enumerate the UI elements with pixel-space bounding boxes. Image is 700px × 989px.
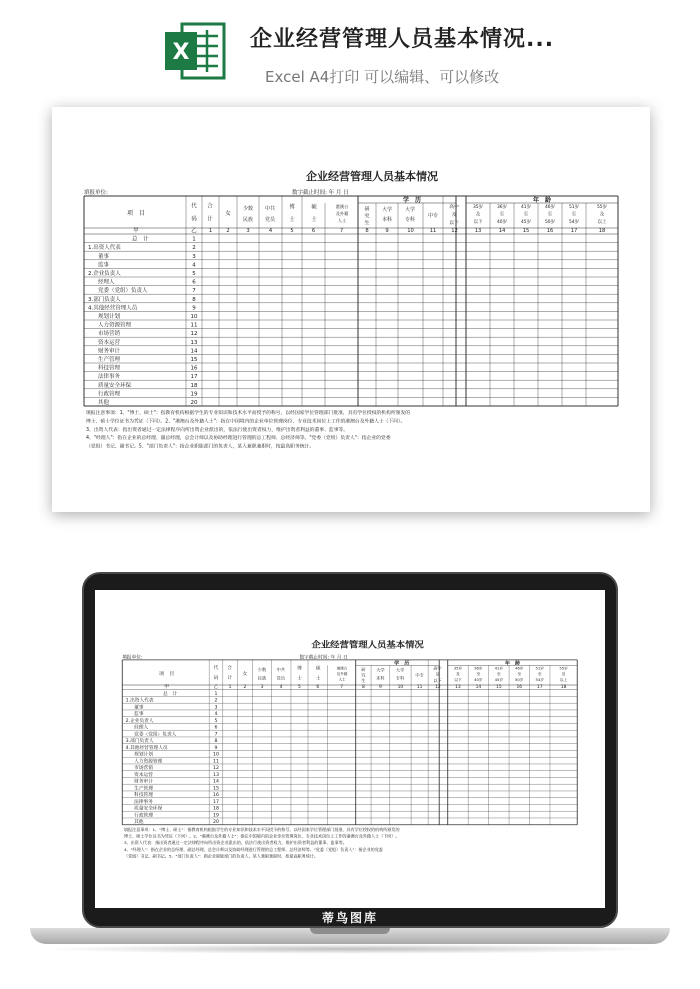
row-label: 市场营销	[134, 766, 153, 772]
row-label: 生产管理	[98, 357, 121, 363]
row-label: 监事	[134, 712, 144, 718]
hdr-age-5: 51岁	[535, 666, 544, 671]
col-number: 18	[598, 228, 606, 234]
note-line: 博士、硕士学位证书为凭证（下同）。2、"港澳台及外籍人士"：指在中国境内的企业单位管理岗位、专业技术岗位上工作的港澳台及外籍人士（下同）。	[123, 833, 400, 839]
hdr-grad: 生	[364, 220, 370, 227]
row-code: 19	[213, 813, 219, 819]
row-code: 1	[214, 692, 218, 697]
row-code: 10	[213, 752, 219, 758]
hdr-edu: 学 历	[402, 197, 422, 204]
row-label: 法律事务	[98, 374, 121, 381]
col-number: 14	[498, 228, 506, 234]
row-code: 16	[213, 793, 219, 799]
col-yi: 乙	[213, 685, 219, 691]
col-number: 17	[536, 685, 543, 691]
hdr-age-2: 40岁	[474, 678, 483, 683]
hdr-bachelor: 本科	[376, 675, 385, 681]
row-label: 其他	[98, 400, 110, 406]
svg-text:X: X	[172, 40, 190, 65]
row-code: 7	[214, 732, 218, 738]
hdr-master: 士	[315, 676, 321, 682]
col-number: 3	[260, 685, 264, 691]
hdr-item: 项 目	[158, 670, 175, 677]
row-code: 11	[190, 322, 198, 329]
row-label: 总 计	[163, 692, 178, 697]
hdr-college: 大学	[395, 667, 405, 673]
row-code: 9	[214, 746, 218, 751]
hdr-grad: 生	[361, 678, 366, 684]
hdr-item: 项 目	[126, 210, 146, 217]
col-number: 10	[407, 228, 414, 234]
hdr-age-4: 至	[547, 212, 553, 218]
row-label: 监事	[98, 262, 110, 269]
row-label: 财务审计	[98, 348, 121, 355]
col-number: 2	[243, 685, 247, 691]
row-code: 17	[213, 800, 219, 805]
col-number: 9	[385, 228, 389, 234]
hdr-code: 代	[213, 666, 219, 671]
note-line: （党组）书记、副书记。5、"部门负责人"：指企业职能部门的负责人，某人兼职兼职时，按最高职务统计。	[86, 444, 315, 450]
hdr-age-4: 至	[517, 672, 522, 677]
hdr-age-1: 35岁	[473, 205, 483, 210]
hdr-hk: 及外籍	[335, 211, 349, 216]
hdr-age-2: 36岁	[474, 666, 483, 671]
hdr-age-5: 51岁	[569, 205, 579, 210]
hdr-hk: 及外籍	[336, 671, 348, 676]
col-number: 11	[416, 685, 423, 691]
row-code: 6	[192, 279, 196, 286]
hdr-bachelor: 大学	[376, 667, 385, 673]
row-code: 8	[214, 739, 218, 745]
note-line: 博士、硕士学位证书为凭证（下同）。2、"港澳台及外籍人士"：指在中国境内的企业单位管理岗位、专业技术岗位上工作的港澳台及外籍人士（下同）。	[86, 419, 406, 425]
sheet-canvas-small	[95, 590, 604, 908]
col-number: 7	[339, 228, 344, 234]
row-label: 科技管理	[98, 365, 121, 372]
hdr-master: 硕	[311, 204, 317, 211]
row-code: 15	[190, 357, 198, 363]
hdr-hk: 人士	[337, 218, 347, 223]
row-code: 17	[190, 374, 198, 381]
hdr-total: 计	[207, 216, 213, 223]
col-number: 4	[268, 228, 273, 234]
row-code: 5	[214, 719, 218, 724]
col-number: 6	[316, 685, 320, 691]
row-code: 2	[192, 245, 196, 252]
row-code: 14	[190, 348, 198, 355]
hdr-highschool: 高中	[449, 205, 459, 210]
col-number: 5	[298, 685, 301, 691]
laptop-caption: 蒂鸟图库	[321, 911, 378, 925]
hdr-grad: 究	[361, 672, 366, 678]
col-number: 7	[340, 685, 344, 691]
hdr-total: 合	[207, 203, 213, 210]
hdr-age-3: 45岁	[494, 678, 504, 683]
hdr-college: 专科	[404, 217, 416, 223]
col-number: 13	[455, 685, 461, 691]
hdr-age-1: 及	[475, 212, 481, 218]
hdr-age-5: 至	[571, 212, 577, 218]
hdr-ccp: 中共	[264, 206, 276, 212]
row-label: 4.其他经营管理人员	[88, 305, 138, 312]
row-label: 行政管理	[98, 391, 121, 398]
hdr-age-5: 54岁	[535, 678, 544, 683]
hdr-bachelor: 大学	[381, 207, 393, 213]
col-number: 15	[522, 228, 530, 234]
hdr-age-4: 46岁	[515, 666, 524, 671]
col-number: 14	[475, 685, 482, 691]
row-code: 13	[213, 773, 219, 778]
row-code: 12	[213, 766, 219, 772]
hdr-college: 专科	[395, 675, 405, 681]
row-code: 12	[190, 331, 198, 338]
header	[0, 0, 700, 100]
hdr-age-2: 至	[499, 212, 505, 218]
note-line: （党组）书记、副书记。5、"部门负责人"：指企业职能部门的负责人，某人兼职兼职时，按最高职务统计。	[123, 853, 318, 859]
col-number: 16	[516, 685, 523, 691]
row-label: 财务审计	[134, 779, 153, 785]
hdr-female: 女	[225, 211, 231, 217]
hdr-ccp: 中共	[276, 667, 285, 672]
col-number: 8	[361, 685, 365, 691]
row-code: 20	[213, 820, 219, 826]
hdr-age-6: 以上	[559, 678, 568, 683]
row-code: 3	[214, 705, 218, 711]
row-code: 18	[190, 382, 198, 389]
col-number: 1	[228, 685, 232, 691]
row-label: 其他	[134, 820, 144, 826]
row-label: 规划计划	[98, 314, 121, 320]
note-line: 3、出资人代表：指出资者通过一定法律程序向所出资企业派出的，依法行使出资者权力，维护出资者利益的董事、监事等。	[123, 840, 347, 846]
row-label: 总 计	[132, 236, 149, 243]
hdr-age: 年 龄	[532, 197, 552, 204]
note-line: 3、出资人代表：指出资者通过一定法律程序向所出资企业派出的，依法行使出资者权力，维护出资者利益的董事、监事等。	[86, 427, 349, 433]
row-label: 经理人	[134, 725, 149, 731]
row-label: 质量安全环保	[98, 382, 132, 389]
hdr-age: 年 龄	[504, 660, 521, 667]
col-number: 8	[365, 228, 369, 234]
hdr-minority: 少数	[257, 667, 267, 672]
laptop-screen	[95, 590, 605, 908]
hdr-bachelor: 本科	[381, 217, 393, 223]
row-code: 10	[190, 314, 198, 320]
hdr-age-5: 至	[537, 672, 542, 677]
col-number: 15	[496, 685, 502, 691]
hdr-age-6: 55岁	[597, 205, 607, 210]
row-code: 19	[190, 391, 198, 398]
row-label: 2.企业负责人	[125, 719, 154, 724]
hdr-edu: 学 历	[394, 660, 410, 667]
hdr-age-2: 36岁	[497, 205, 507, 210]
date-label: 数字截止时间: 年 月 日	[292, 190, 349, 196]
hdr-age-2: 40岁	[497, 220, 507, 225]
row-label: 董事	[134, 705, 144, 711]
row-code: 6	[214, 725, 218, 731]
hdr-age-1: 及	[456, 672, 460, 677]
col-jia: 甲	[133, 228, 139, 234]
col-number: 6	[311, 228, 316, 234]
row-code: 18	[213, 806, 219, 812]
row-code: 5	[192, 271, 196, 277]
hdr-code: 码	[213, 676, 219, 682]
row-label: 1.出资人代表	[125, 698, 154, 704]
hdr-age-1: 以下	[454, 678, 462, 683]
hdr-age-6: 及	[561, 672, 566, 677]
hdr-master: 士	[311, 216, 317, 223]
row-code: 16	[190, 365, 198, 372]
hdr-hk: 港澳台	[336, 666, 348, 671]
hdr-highschool: 以下	[449, 221, 459, 226]
col-number: 13	[474, 228, 482, 234]
hdr-code: 代	[191, 203, 197, 210]
small-form-svg	[95, 590, 604, 908]
hdr-minority: 少数	[242, 206, 254, 212]
hdr-master: 硕	[315, 666, 321, 672]
note-line: 填报注意事项：1、"博士、硕士"：指教育机构根据学生的专业知识和技术水平而授予的称号，以经国家学位管理部门批准，具有学位授权的机构所颁发的	[86, 411, 411, 416]
row-label: 董事	[98, 253, 110, 260]
hdr-female: 女	[242, 671, 248, 677]
col-number: 12	[435, 685, 441, 691]
hdr-minority: 民族	[257, 675, 267, 681]
row-code: 15	[213, 786, 219, 792]
col-number: 9	[379, 685, 382, 691]
col-jia: 甲	[164, 685, 169, 691]
col-number: 3	[246, 228, 250, 234]
hdr-hk: 人士	[338, 677, 346, 682]
hdr-total: 合	[227, 666, 232, 671]
row-label: 市场营销	[98, 331, 121, 338]
row-label: 党委（党组）负责人	[134, 732, 177, 738]
hdr-doctor: 博	[297, 666, 302, 672]
col-number: 10	[397, 685, 404, 691]
row-label: 质量安全环保	[134, 806, 163, 812]
row-code: 7	[192, 288, 196, 295]
hdr-highschool: 及	[435, 671, 440, 677]
hdr-highschool: 及	[451, 213, 457, 218]
hdr-college: 大学	[404, 207, 416, 213]
unit-label: 填报单位:	[122, 655, 143, 661]
date-label: 数字截止时间: 年 月 日	[299, 655, 348, 661]
hdr-age-6: 55岁	[559, 666, 568, 671]
hdr-secondary: 中专	[415, 672, 424, 678]
sheet-canvas	[52, 107, 650, 512]
row-code: 11	[213, 759, 219, 765]
hdr-age-6: 以上	[597, 220, 607, 225]
sheet-title: 企业经营管理人员基本情况	[306, 170, 438, 183]
row-label: 经理人	[98, 279, 115, 286]
hdr-age-6: 及	[599, 212, 605, 218]
form-svg	[52, 107, 650, 512]
hdr-age-1: 35岁	[453, 666, 463, 671]
row-label: 生产管理	[134, 786, 153, 792]
row-label: 4.其他经营管理人员	[125, 746, 168, 751]
row-code: 4	[214, 712, 218, 718]
col-number: 1	[208, 228, 213, 234]
row-label: 党委（党组）负责人	[98, 288, 148, 295]
page-title: 企业经营管理人员基本情况...	[250, 27, 555, 52]
page-subtitle: Excel A4打印 可以编辑、可以修改	[265, 68, 500, 86]
hdr-code: 码	[191, 216, 197, 223]
col-number: 4	[279, 685, 283, 691]
row-label: 3.部门负责人	[88, 296, 121, 303]
hdr-grad: 研	[364, 206, 370, 213]
sheet-preview	[52, 107, 650, 512]
row-label: 人力资源管理	[134, 759, 163, 765]
hdr-grad: 究	[364, 213, 370, 220]
hdr-age-4: 50岁	[545, 220, 555, 225]
hdr-total: 计	[227, 676, 232, 682]
col-number: 16	[546, 228, 554, 234]
hdr-age-3: 至	[523, 212, 529, 218]
laptop-mockup	[0, 568, 700, 989]
hdr-doctor: 士	[289, 216, 295, 223]
hdr-age-3: 41岁	[494, 666, 504, 671]
row-code: 3	[192, 253, 196, 260]
hdr-doctor: 士	[297, 676, 302, 682]
hdr-highschool: 以下	[433, 678, 442, 683]
row-label: 1.出资人代表	[88, 245, 121, 252]
note-line: 4、"经理人"：指在企业的总经理、副总经理，总会计师以及协助经理进行管理的总工程师、总经济师等。"党委（党组）负责人"：指企业的党委	[123, 846, 383, 852]
row-code: 20	[190, 400, 198, 406]
hdr-age-5: 54岁	[569, 220, 579, 225]
note-line: 填报注意事项：1、"博士、硕士"：指教育机构根据学生的专业知识和技术水平而授予的称号，以经国家学位管理部门批准，具有学位授权的机构所颁发的	[123, 827, 400, 832]
hdr-age-4: 46岁	[545, 205, 555, 210]
hdr-ccp: 党员	[264, 217, 276, 223]
row-code: 2	[214, 698, 218, 704]
row-label: 行政管理	[134, 813, 153, 819]
row-code: 1	[192, 236, 196, 243]
row-label: 2.企业负责人	[88, 271, 121, 277]
hdr-highschool: 高中	[433, 665, 442, 671]
laptop-notch	[310, 928, 390, 934]
col-yi: 乙	[191, 228, 197, 234]
row-label: 规划计划	[134, 752, 153, 758]
hdr-grad: 研	[361, 667, 366, 673]
row-code: 14	[213, 779, 219, 785]
col-number: 12	[451, 228, 458, 234]
note-line: 4、"经理人"：指在企业的总经理、副总经理，总会计师以及协助经理进行管理的总工程师、总经济师等。"党委（党组）负责人"：指企业的党委	[86, 436, 391, 442]
hdr-doctor: 博	[289, 204, 295, 211]
row-code: 4	[192, 262, 196, 269]
row-label: 人力资源管理	[98, 322, 132, 329]
hdr-secondary: 中专	[427, 213, 439, 219]
unit-label: 填报单位:	[84, 190, 108, 196]
row-label: 资本运营	[134, 773, 153, 778]
sheet-title: 企业经营管理人员基本情况	[311, 640, 424, 651]
row-code: 9	[192, 305, 196, 312]
hdr-age-3: 45岁	[521, 220, 531, 225]
col-number: 11	[429, 228, 437, 234]
row-label: 3.部门负责人	[125, 739, 154, 745]
excel-icon	[162, 18, 228, 84]
col-number: 2	[226, 228, 230, 234]
hdr-hk: 港澳台	[335, 204, 349, 209]
row-label: 科技管理	[134, 793, 153, 799]
row-label: 资本运营	[98, 339, 121, 346]
hdr-age-3: 41岁	[521, 205, 531, 210]
hdr-age-2: 至	[476, 672, 481, 677]
col-number: 5	[290, 228, 294, 234]
laptop-shadow	[40, 944, 660, 954]
hdr-minority: 民族	[242, 217, 254, 223]
col-number: 18	[560, 685, 567, 691]
row-label: 法律事务	[134, 800, 153, 805]
col-number: 17	[570, 228, 578, 234]
hdr-age-3: 至	[496, 672, 501, 677]
hdr-age-1: 以下	[473, 220, 483, 225]
hdr-ccp: 党员	[276, 675, 285, 681]
row-code: 8	[192, 296, 196, 303]
row-code: 13	[190, 339, 198, 346]
hdr-age-4: 50岁	[515, 678, 524, 683]
